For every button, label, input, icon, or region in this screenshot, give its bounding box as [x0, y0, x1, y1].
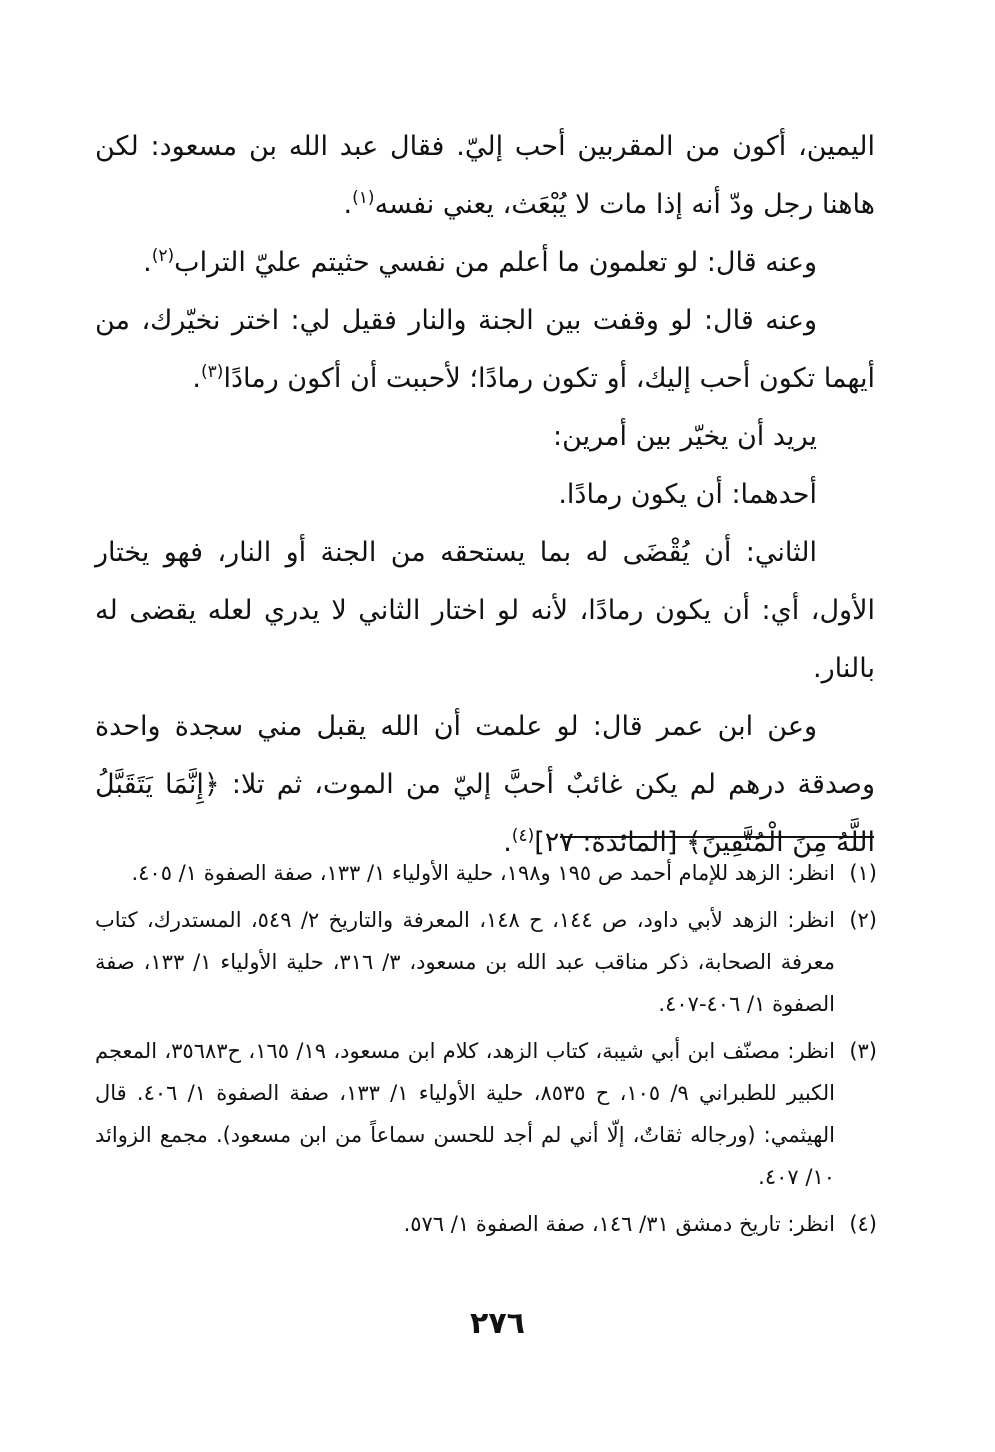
paragraph-2-text: وعنه قال: لو تعلمون ما أعلم من نفسي حثيتم عليّ التراب: [174, 247, 817, 278]
footnote-number: (١): [849, 861, 877, 885]
paragraph-6: الثاني: أن يُقْضَى له بما يستحقه من الجنة أو النار، فهو يختار الأول، أي: أن يكون رمادًا، لأنه لو اختار الثاني لا يدري لعله يقضى له بالنار.: [95, 537, 875, 684]
paragraph-7: [95, 698, 875, 872]
page-number: ٢٧٦: [470, 1306, 525, 1341]
paragraph-1-end: .: [343, 189, 353, 220]
footnote-number: (٢): [849, 908, 877, 932]
paragraph-2: [95, 234, 875, 292]
footnote-ref-2[interactable]: (٢): [151, 246, 175, 266]
paragraph-1-text: اليمين، أكون من المقربين أحب إليّ. فقال عبد الله بن مسعود: لكن هاهنا رجل ودّ أنه إذا مات لا يُبْعَث، يعني نفسه: [95, 131, 875, 220]
paragraph-7-end: .: [503, 827, 512, 858]
paragraph-3-text: وعنه قال: لو وقفت بين الجنة والنار فقيل لي: اختر نخيّرك، من أيهما تكون أحب إليك، أو تكون رمادًا؛ لأحببت أن أكون رمادًا: [95, 305, 875, 394]
paragraph-3: [95, 292, 875, 408]
footnote-text: انظر: مصنّف ابن أبي شيبة، كتاب الزهد، كلام ابن مسعود، ١٩/ ١٦٥، ح٣٥٦٨٣، المعجم الكبير للطبراني ٩/ ١٠٥، ح ٨٥٣٥، حلية الأولياء ١/ ١٣٣، صفة الصفوة ١/ ٤٠٦. قال الهيثمي: (ورجاله ثقاتٌ، إلّا أني لم أجد للحسن سماعاً من ابن مسعود). مجمع الزوائد ١٠/ ٤٠٧.: [95, 1039, 835, 1189]
paragraph-1: [95, 118, 875, 234]
footnote-separator: [560, 836, 874, 838]
quran-verse: ﴿إِنَّمَا يَتَقَبَّلُ اللَّهُ مِنَ الْمُتَّقِينَ﴾: [95, 769, 875, 858]
paragraph-7-text: وعن ابن عمر قال: لو علمت أن الله يقبل مني سجدة واحدة وصدقة درهم لم يكن غائبٌ أحبَّ إليّ من الموت، ثم تلا:: [95, 711, 875, 800]
footnote-text: انظر: الزهد للإمام أحمد ص ١٩٥ و١٩٨، حلية الأولياء ١/ ١٣٣، صفة الصفوة ١/ ٤٠٥.: [131, 861, 835, 885]
footnote-ref-1[interactable]: (١): [352, 188, 375, 208]
footnote-number: (٣): [849, 1039, 877, 1063]
footnote-text: انظر: الزهد لأبي داود، ص ١٤٤، ح ١٤٨، المعرفة والتاريخ ٢/ ٥٤٩، المستدرك، كتاب معرفة الصحابة، ذكر مناقب عبد الله بن مسعود، ٣/ ٣١٦، حلية الأولياء ١/ ١٣٣، صفة الصفوة ١/ ٤٠٦-٤٠٧.: [95, 908, 835, 1016]
paragraph-2-end: .: [143, 247, 152, 278]
paragraph-4: يريد أن يخيّر بين أمرين:: [553, 421, 817, 452]
footnote-3: [95, 1030, 877, 1198]
footnote-2: [95, 899, 877, 1025]
paragraph-5: أحدهما: أن يكون رمادًا.: [558, 479, 817, 510]
footnote-number: (٤): [849, 1212, 877, 1236]
footnote-ref-4[interactable]: (٤): [511, 826, 535, 846]
footnote-1: [95, 852, 877, 894]
footnote-ref-3[interactable]: (٣): [201, 362, 224, 382]
footnote-4: [95, 1203, 877, 1245]
footnote-text: انظر: تاريخ دمشق ٣١/ ١٤٦، صفة الصفوة ١/ ٥٧٦.: [403, 1212, 835, 1236]
main-text: [95, 118, 875, 872]
footnotes: [95, 852, 877, 1250]
paragraph-3-end: .: [192, 363, 202, 394]
quran-citation: [المائدة: ٢٧]: [534, 827, 678, 858]
